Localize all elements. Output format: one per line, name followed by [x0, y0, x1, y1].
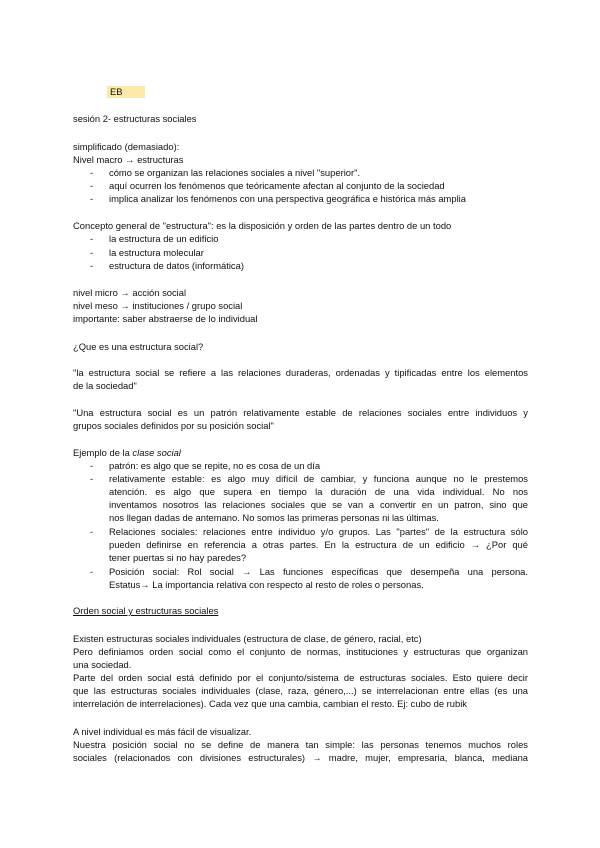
tag-highlight: EB	[107, 86, 145, 98]
paragraph-line: sociales (relacionados con divisiones estructurales) → madre, mujer, empresaria, blanca, mediana	[73, 752, 528, 763]
level-line: nivel meso → instituciones / grupo social	[73, 300, 243, 311]
macro-bullet: aquí ocurren los fenómenos que teóricamente afectan al conjunto de la sociedad	[109, 180, 445, 191]
quote-line: "Una estructura social es un patrón relativamente estable de relaciones sociales entre individuos y	[73, 407, 528, 418]
example-bullet: Estatus→ La importancia relativa con respecto al resto de roles o personas.	[109, 579, 424, 590]
concept-bullet: la estructura de un edificio	[109, 233, 219, 244]
concept-bullet: la estructura molecular	[109, 247, 204, 258]
paragraph-line: que las estructuras sociales individuales (clase, raza, género,...) se interrelacionan entre ellas (es una	[73, 685, 528, 696]
session-title: sesión 2- estructuras sociales	[73, 113, 197, 124]
example-bullet: tener puertas si no hay paredes?	[109, 552, 247, 563]
example-emphasis: clase social	[132, 447, 181, 458]
quote-line: "la estructura social se refiere a las relaciones duraderas, ordenadas y tipificadas entre los elementos	[73, 367, 528, 378]
example-bullet: patrón: es algo que se repite, no es cosa de un día	[109, 460, 321, 471]
example-bullet: Posición social: Rol social → Las funciones específicas que desempeña una persona.	[109, 566, 528, 577]
quote-line: de la sociedad"	[73, 380, 137, 391]
example-bullet: Relaciones sociales: relaciones entre individuo y/o grupos. Las "partes" de la estructura sólo	[109, 526, 528, 537]
bullet-dash: -	[90, 473, 94, 484]
paragraph-line: A nivel individual es más fácil de visualizar.	[73, 726, 252, 737]
bullet-dash: -	[90, 526, 94, 537]
example-bullet: inventamos nosotros las relaciones sociales que se van a convertir en un patron, sino que	[109, 499, 528, 510]
bullet-dash: -	[90, 233, 94, 244]
example-prefix: Ejemplo de la	[73, 447, 133, 458]
macro-bullet: implica analizar los fenómenos con una perspectiva geográfica e histórica más amplia	[109, 193, 466, 204]
level-line: nivel micro → acción social	[73, 287, 187, 298]
macro-line: Nivel macro → estructuras	[73, 154, 184, 165]
bullet-dash: -	[90, 247, 94, 258]
paragraph-line: interrelación de interrelaciones). Cada vez que una cambia, cambian el resto. Ej: cubo de rubik	[73, 698, 467, 709]
paragraph-line: Existen estructuras sociales individuales (estructura de clase, de género, racial, etc)	[73, 633, 422, 644]
level-line: importante: saber abstraerse de lo individual	[73, 313, 258, 324]
paragraph-line: una sociedad.	[73, 659, 132, 670]
question-line: ¿Que es una estructura social?	[73, 341, 204, 352]
example-bullet: pueden definirse en referencia a otras partes. En la estructura de un edificio → ¿Por qué	[109, 539, 528, 550]
concept-bullet: estructura de datos (informática)	[109, 260, 244, 271]
section-heading: Orden social y estructuras sociales	[73, 605, 219, 616]
macro-bullet: cómo se organizan las relaciones sociales a nivel "superior".	[109, 167, 361, 178]
paragraph-line: Pero definiamos orden social como el conjunto de normas, instituciones y estructuras que organizan	[73, 646, 528, 657]
concept-line: Concepto general de "estructura": es la disposición y orden de las partes dentro de un todo	[73, 220, 452, 231]
example-bullet: nos llegan dadas de antemano. No somos las primeras personas ni las últimas.	[109, 512, 439, 523]
paragraph-line: Parte del orden social está definido por el conjunto/sistema de estructuras sociales. Esto quiere decir	[73, 672, 528, 683]
bullet-dash: -	[90, 180, 94, 191]
quote-line: grupos sociales definidos por su posición social"	[73, 420, 274, 431]
paragraph-line: Nuestra posición social no se define de manera tan simple: las personas tenemos muchos roles	[73, 739, 528, 750]
bullet-dash: -	[90, 167, 94, 178]
example-bullet: atención. es algo que supera en tiempo la duración de una vida individual. No nos	[109, 486, 528, 497]
bullet-dash: -	[90, 460, 94, 471]
simplified-line: simplificado (demasiado):	[73, 141, 180, 152]
example-bullet: relativamente estable: es algo muy difícil de cambiar, y funciona aunque no le prestemos	[109, 473, 528, 484]
bullet-dash: -	[90, 193, 94, 204]
bullet-dash: -	[90, 566, 94, 577]
bullet-dash: -	[90, 260, 94, 271]
example-heading	[73, 446, 528, 459]
